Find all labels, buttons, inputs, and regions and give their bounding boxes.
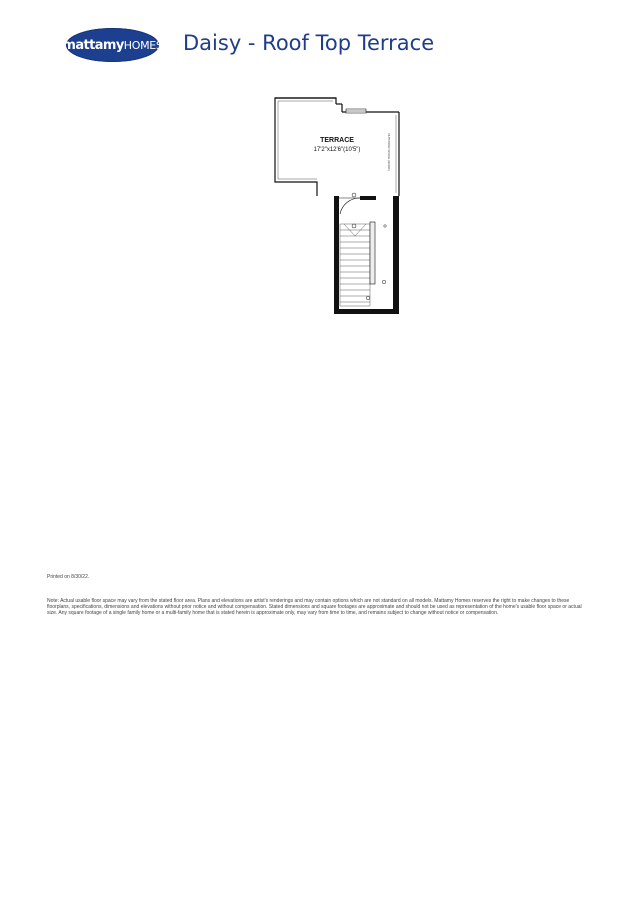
electrical-symbols xyxy=(352,193,386,300)
stair-enclosure xyxy=(334,196,399,314)
page-title: Daisy - Roof Top Terrace xyxy=(183,31,435,55)
disclaimer-note: Note: Actual usable floor space may vary from the stated floor area. Plans and elevations are artist's renderings and may contain options which are not standard on all models. Mattamy Homes reserves the right to make changes to these floorplans, specifications, dimensions and elevations without prior notice and without compensation. Stated dimensions and square footages are approximate and should not be used as representation of the home's usable floor space or actual size. Any square footage of a single family home or a multi-family home that is stated herein is approximate only, may vary from time to time, and remains subject to change without notice or compensation. xyxy=(47,598,582,617)
room-dimensions: 17'2"x12'6"(10'5") xyxy=(313,147,361,153)
logo-wordmark-homes: HOMES xyxy=(123,38,163,52)
side-label: OUTDOOR SPACE (ROOF) xyxy=(387,133,391,171)
printed-date: Printed on 8/30/22. xyxy=(47,574,90,580)
mattamy-homes-logo xyxy=(62,28,163,62)
window xyxy=(346,109,366,113)
handrail xyxy=(370,222,375,284)
terrace-door xyxy=(339,198,360,214)
room-name: TERRACE xyxy=(320,137,354,144)
logo-wordmark: mattamy xyxy=(62,37,124,53)
staircase xyxy=(340,224,370,306)
floor-plan xyxy=(270,94,406,318)
